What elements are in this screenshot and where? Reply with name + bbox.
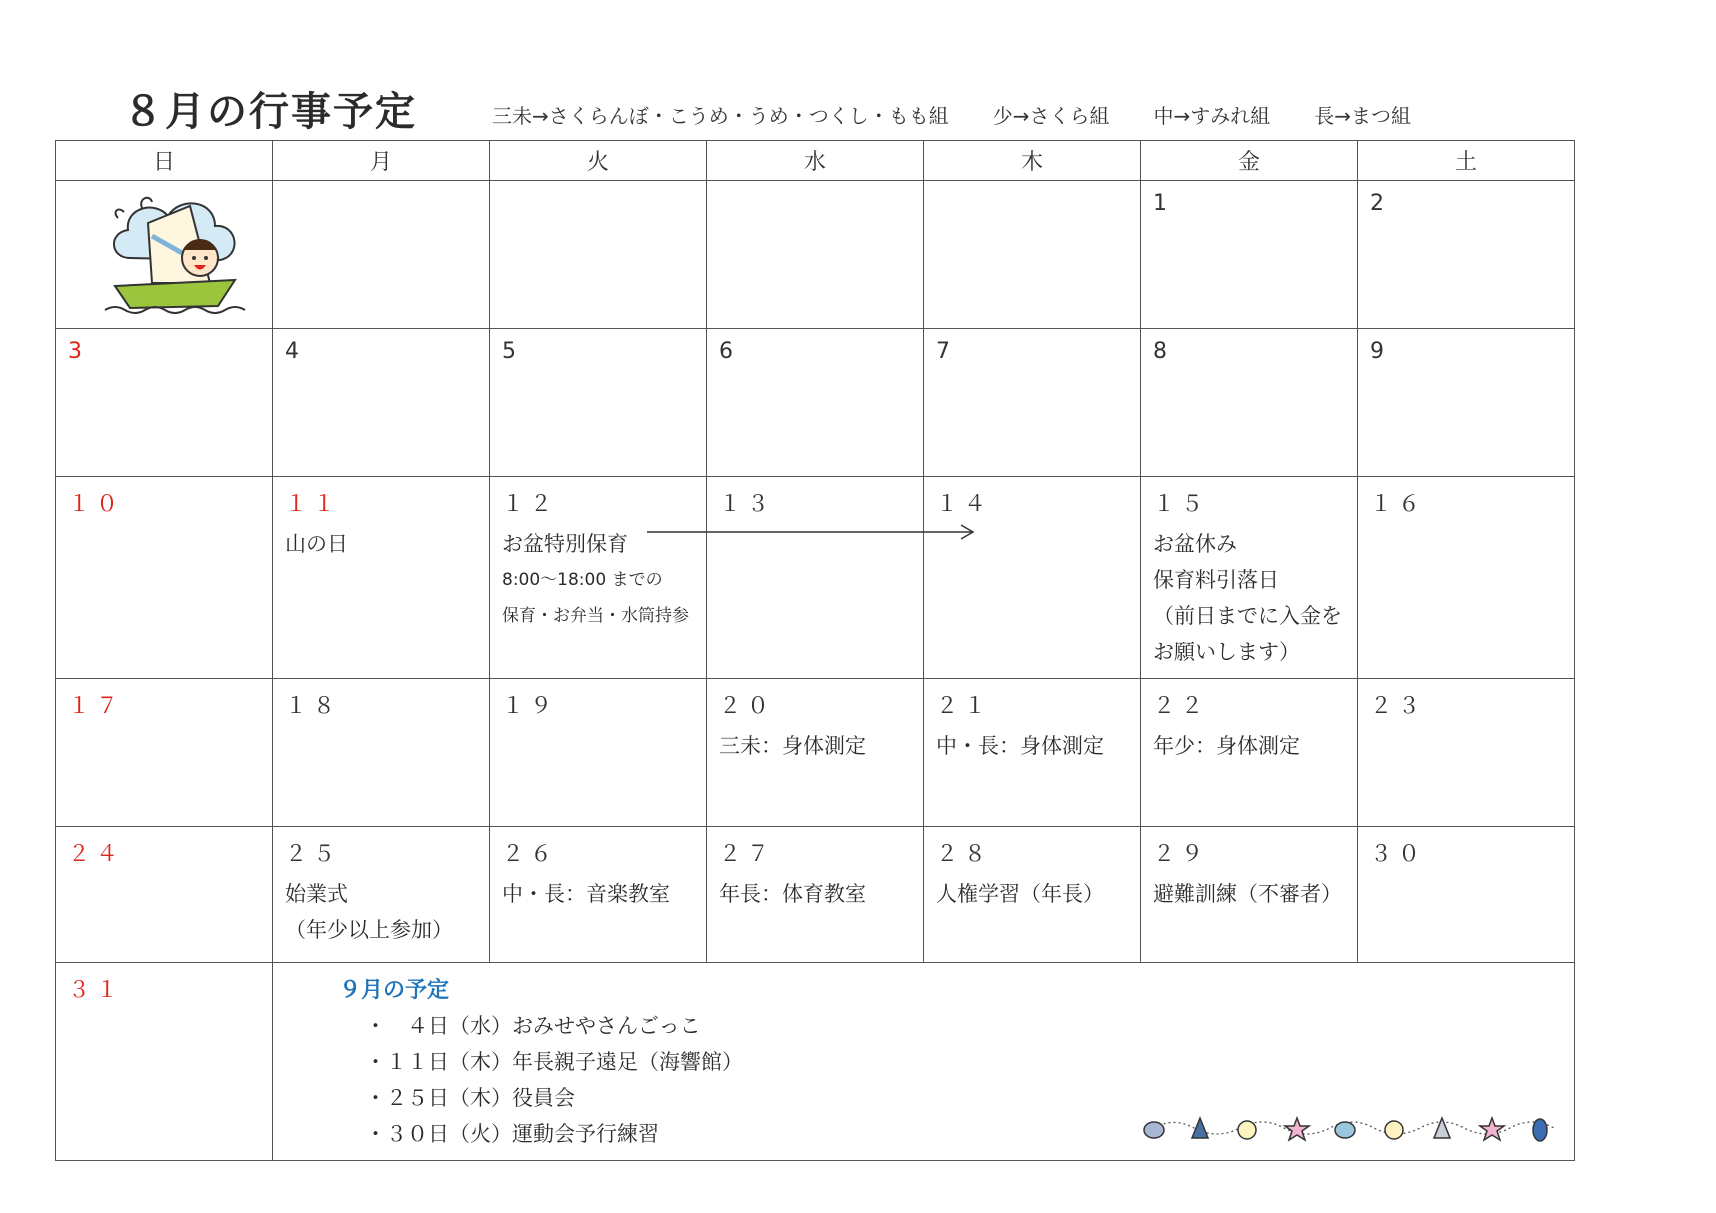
date-number: ２８ [936, 842, 993, 867]
date-number: 3 [68, 339, 88, 364]
day-cell [273, 827, 490, 963]
date-number: ２７ [719, 842, 776, 867]
day-cell [273, 477, 490, 679]
date-number: １４ [936, 492, 993, 517]
weekday-thu: 木 [924, 141, 1141, 181]
event-text: 三未：身体測定 [719, 734, 866, 758]
date-number: ２６ [502, 842, 559, 867]
legend-item-sho: 少→さくら組 [992, 104, 1110, 128]
day-cell [1358, 329, 1575, 477]
legend-item-sanmi: 三未→さくらんぼ・こうめ・うめ・つくし・もも組 [492, 104, 949, 128]
day-cell [273, 679, 490, 827]
week-row-1 [56, 181, 1575, 329]
day-cell [490, 679, 707, 827]
september-item: ・３０日（火）運動会予行練習 [365, 1122, 659, 1146]
day-cell [56, 329, 273, 477]
day-cell [924, 477, 1141, 679]
week-row-4 [56, 679, 1575, 827]
day-cell [1358, 827, 1575, 963]
date-number: 9 [1370, 339, 1390, 364]
event-text: 年少：身体測定 [1153, 734, 1300, 758]
event-text: 中・長：音楽教室 [502, 882, 670, 906]
date-number: ２４ [68, 842, 125, 867]
day-cell [924, 181, 1141, 329]
weekday-tue: 火 [490, 141, 707, 181]
legend-item-cho: 長→まつ組 [1314, 104, 1412, 128]
event-text: 始業式 [285, 882, 348, 906]
day-cell [1141, 477, 1358, 679]
event-text: （前日までに入金を [1153, 604, 1342, 628]
day-cell [1141, 181, 1358, 329]
date-number: ２９ [1153, 842, 1210, 867]
date-number: 1 [1153, 191, 1173, 216]
event-text: 保育料引落日 [1153, 568, 1279, 592]
day-cell [1141, 679, 1358, 827]
day-cell [924, 329, 1141, 477]
weekday-mon: 月 [273, 141, 490, 181]
event-text: お願いします） [1153, 640, 1300, 664]
week-row-3 [56, 477, 1575, 679]
event-note: 8:00～18:00 までの [502, 570, 663, 590]
date-number: １５ [1153, 492, 1210, 517]
sailboat-child-illustration [100, 188, 250, 318]
date-number: 5 [502, 339, 522, 364]
date-number: ２０ [719, 694, 776, 719]
day-cell [56, 477, 273, 679]
event-text: お盆休み [1153, 532, 1237, 556]
event-text: 避難訓練（不審者） [1153, 882, 1342, 906]
day-cell [707, 329, 924, 477]
event-text: （年少以上参加） [285, 918, 453, 942]
date-number: １７ [68, 694, 125, 719]
day-cell [273, 181, 490, 329]
day-cell [707, 827, 924, 963]
weekday-sat: 土 [1358, 141, 1575, 181]
date-number: ２３ [1370, 694, 1427, 719]
day-cell [490, 329, 707, 477]
event-text: 中・長：身体測定 [936, 734, 1104, 758]
weekday-fri: 金 [1141, 141, 1358, 181]
date-number: ３０ [1370, 842, 1427, 867]
date-number: ２５ [285, 842, 342, 867]
seashell-garland [1142, 1106, 1562, 1146]
week-row-2 [56, 329, 1575, 477]
date-number: 6 [719, 339, 739, 364]
date-number: 8 [1153, 339, 1173, 364]
september-item: ・１１日（木）年長親子遠足（海響館） [365, 1050, 743, 1074]
day-cell [490, 477, 707, 679]
weekday-sun: 日 [56, 141, 273, 181]
day-cell [56, 963, 273, 1161]
event-text: 人権学習（年長） [936, 882, 1104, 906]
date-number: 4 [285, 339, 305, 364]
date-number: １２ [502, 492, 559, 517]
calendar-grid [55, 140, 1575, 1161]
day-cell [56, 827, 273, 963]
september-item: ・ ４日（水）おみせやさんごっこ [365, 1014, 701, 1038]
day-cell [707, 477, 924, 679]
obon-period-arrow [647, 522, 977, 542]
date-number: ２２ [1153, 694, 1210, 719]
day-cell [924, 679, 1141, 827]
day-cell [707, 679, 924, 827]
day-cell [490, 181, 707, 329]
date-number: ３１ [68, 978, 125, 1003]
day-cell [1358, 477, 1575, 679]
event-text: 山の日 [285, 532, 348, 556]
week-row-5 [56, 827, 1575, 963]
weekday-header-row [56, 141, 1575, 181]
date-number: １８ [285, 694, 342, 719]
class-legend [492, 100, 1411, 129]
date-number: １９ [502, 694, 559, 719]
page-title: ８月の行事予定 [123, 89, 417, 135]
date-number: ２１ [936, 694, 993, 719]
day-cell [1141, 827, 1358, 963]
day-cell [924, 827, 1141, 963]
date-number: １０ [68, 492, 125, 517]
day-cell [707, 181, 924, 329]
date-number: 7 [936, 339, 956, 364]
legend-item-chu: 中→すみれ組 [1153, 104, 1271, 128]
date-number: １３ [719, 492, 776, 517]
day-cell [1141, 329, 1358, 477]
date-number: 2 [1370, 191, 1390, 216]
day-cell [1358, 679, 1575, 827]
day-cell [273, 329, 490, 477]
day-cell [56, 679, 273, 827]
weekday-wed: 水 [707, 141, 924, 181]
september-item: ・２５日（木）役員会 [365, 1086, 575, 1110]
date-number: １６ [1370, 492, 1427, 517]
event-note: 保育・お弁当・水筒持参 [502, 606, 689, 626]
day-cell [1358, 181, 1575, 329]
event-text: お盆特別保育 [502, 532, 628, 556]
september-title: ９月の予定 [339, 978, 450, 1003]
event-text: 年長：体育教室 [719, 882, 866, 906]
day-cell [490, 827, 707, 963]
date-number: １１ [285, 492, 342, 517]
